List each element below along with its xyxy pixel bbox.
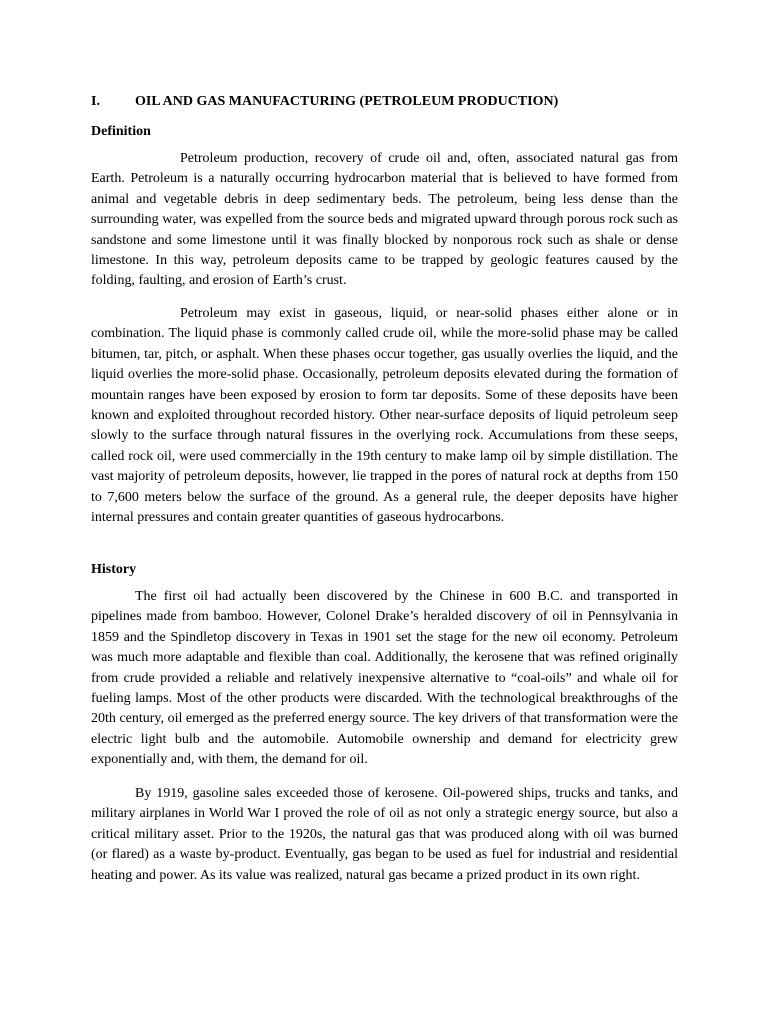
history-paragraph-1: The first oil had actually been discovered by the Chinese in 600 B.C. and transported in pipelines made from bamboo. However, Colonel Drake’s heralded discovery of oil in Pennsylvania in 1859 and the Spindletop discovery in Texas in 1901 set the stage for the new oil economy. Petroleum was much more adaptable and flexible than coal. Additionally, the kerosene that was refined originally from crude provided a reliable and relatively inexpensive alternative to “coal-oils” and whale oil for fueling lamps. Most of the other products were discarded. With the technological breakthroughs of the 20th century, oil emerged as the preferred energy source. The key drivers of that transformation were the electric light bulb and the automobile. Automobile ownership and demand for electricity grew exponentially and, with them, the demand for oil. [91, 589, 678, 768]
definition-paragraph-2: Petroleum may exist in gaseous, liquid, or near-solid phases either alone or in combination. The liquid phase is commonly called crude oil, while the more-solid phase may be called bitumen, tar, pitch, or asphalt. When these phases occur together, gas usually overlies the liquid, and the liquid overlies the more-solid phase. Occasionally, petroleum deposits elevated during the formation of mountain ranges have been exposed by erosion to form tar deposits. Some of these deposits have been known and exploited throughout recorded history. Other near-surface deposits of liquid petroleum seep slowly to the surface through natural fissures in the overlying rock. Accumulations from these seeps, called rock oil, were used commercially in the 19th century to make lamp oil by simple distillation. The vast majority of petroleum deposits, however, lie trapped in the pores of natural rock at depths from 150 to 7,600 meters below the surface of the ground. As a general rule, the deeper deposits have higher internal pressures and contain greater quantities of gaseous hydrocarbons. [91, 306, 678, 526]
section-title: OIL AND GAS MANUFACTURING (PETROLEUM PRODUCTION) [135, 94, 559, 109]
definition-paragraph-1: Petroleum production, recovery of crude oil and, often, associated natural gas from Earth. Petroleum is a naturally occurring hydrocarbon material that is believed to have formed from animal and vegetable debris in deep sedimentary beds. The petroleum, being less dense than the surrounding water, was expelled from the source beds and migrated upward through porous rock such as sandstone and some limestone until it was finally blocked by nonporous rock such as shale or dense limestone. In this way, petroleum deposits came to be trapped by geologic features caused by the folding, faulting, and erosion of Earth’s crust. [91, 151, 678, 289]
section-number: I. [91, 94, 100, 109]
definition-heading: Definition [91, 124, 151, 139]
section-heading [91, 92, 558, 112]
history-paragraph-2: By 1919, gasoline sales exceeded those of kerosene. Oil-powered ships, trucks and tanks, and military airplanes in World War I proved the role of oil as not only a strategic energy source, but also a critical military asset. Prior to the 1920s, the natural gas that was produced along with oil was burned (or flared) as a waste by-product. Eventually, gas began to be used as fuel for industrial and residential heating and power. As its value was realized, natural gas became a prized product in its own right. [91, 786, 678, 883]
history-heading: History [91, 562, 137, 577]
